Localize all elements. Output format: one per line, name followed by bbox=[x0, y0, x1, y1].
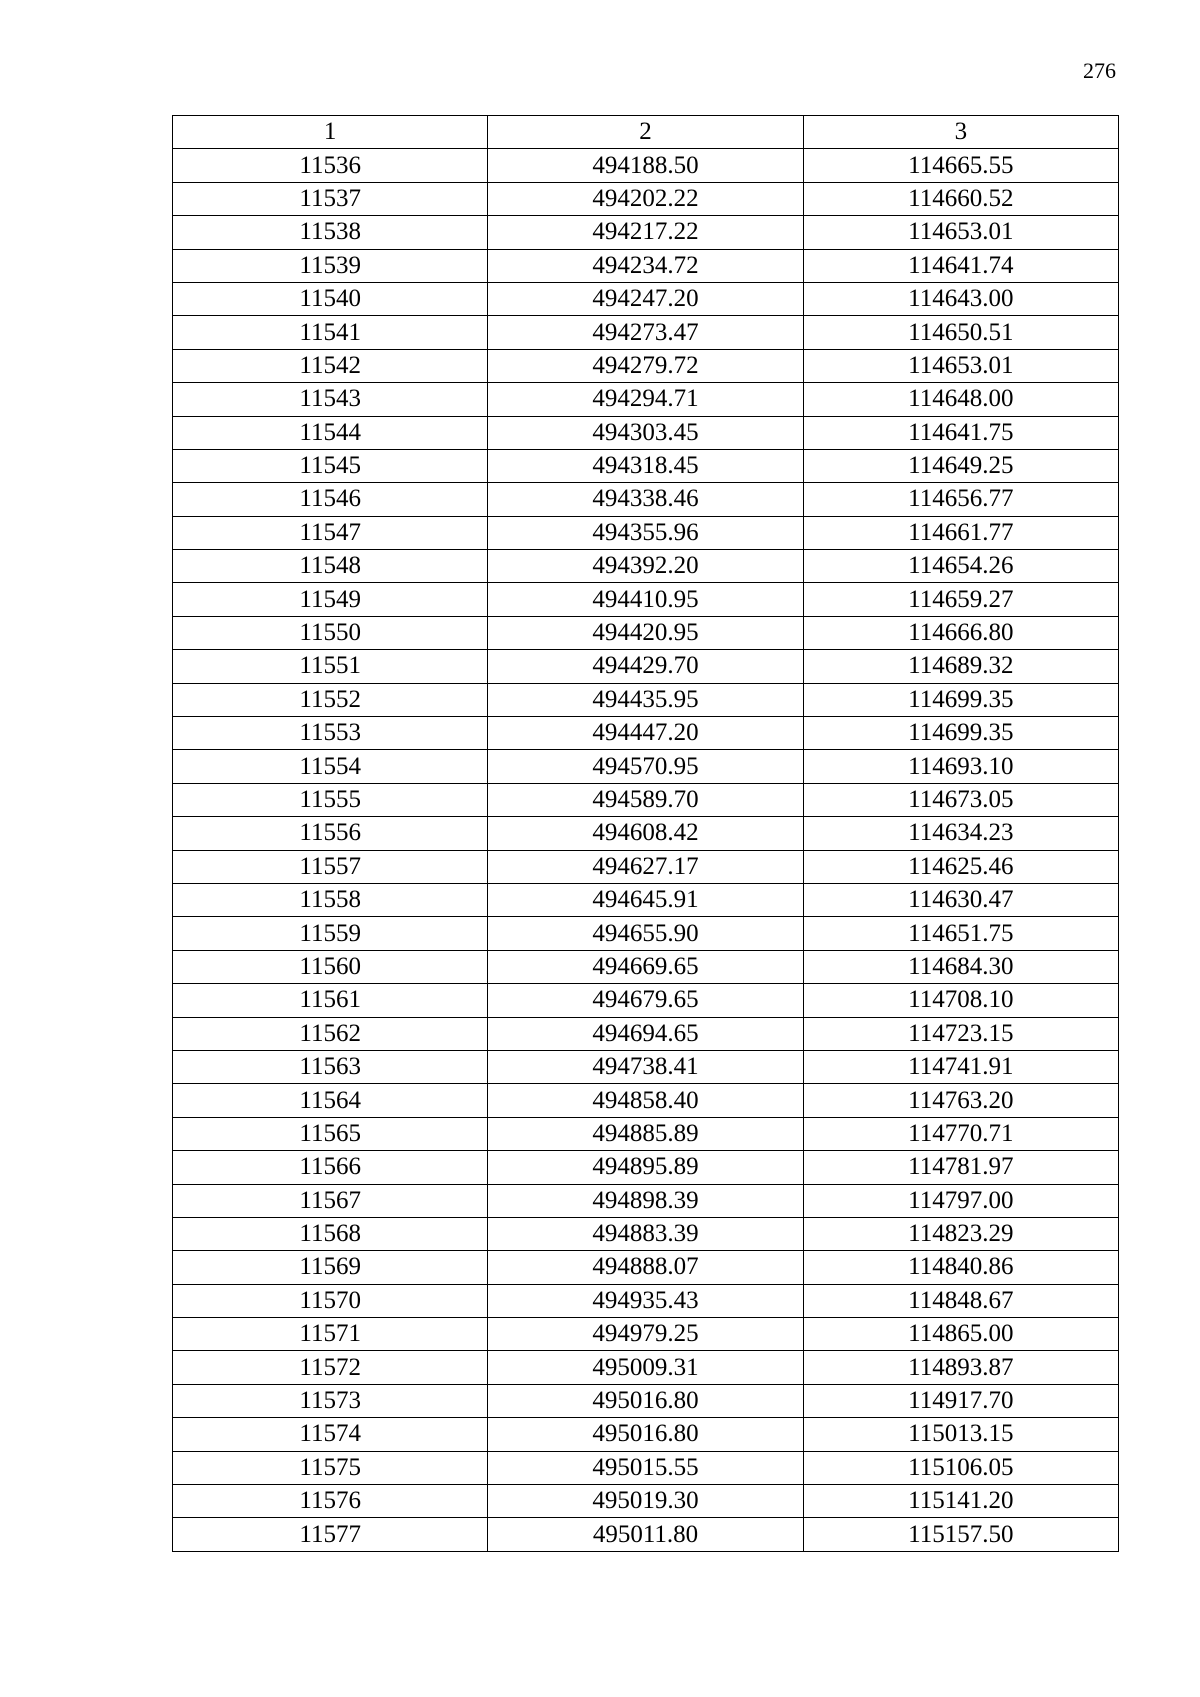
table-cell-col-3: 114653.01 bbox=[803, 349, 1118, 382]
table-cell-col-3: 114661.77 bbox=[803, 516, 1118, 549]
table-row bbox=[173, 1184, 1119, 1217]
table-cell-col-2: 494420.95 bbox=[488, 616, 803, 649]
table-row bbox=[173, 583, 1119, 616]
table-cell-col-3: 114917.70 bbox=[803, 1384, 1118, 1417]
table-row bbox=[173, 917, 1119, 950]
table-cell-col-3: 114649.25 bbox=[803, 449, 1118, 482]
table-cell-col-1: 11557 bbox=[173, 850, 488, 883]
table-cell-col-3: 114699.35 bbox=[803, 717, 1118, 750]
table-row bbox=[173, 416, 1119, 449]
table-cell-col-3: 114693.10 bbox=[803, 750, 1118, 783]
table-cell-col-1: 11542 bbox=[173, 349, 488, 382]
table-cell-col-3: 114673.05 bbox=[803, 783, 1118, 816]
table-cell-col-1: 11567 bbox=[173, 1184, 488, 1217]
table-cell-col-3: 114763.20 bbox=[803, 1084, 1118, 1117]
table-cell-col-3: 114865.00 bbox=[803, 1318, 1118, 1351]
table-row bbox=[173, 1351, 1119, 1384]
coordinates-table bbox=[172, 115, 1119, 1552]
table-cell-col-1: 11549 bbox=[173, 583, 488, 616]
table-cell-col-2: 494217.22 bbox=[488, 216, 803, 249]
table-row bbox=[173, 249, 1119, 282]
table-cell-col-3: 114641.74 bbox=[803, 249, 1118, 282]
table-cell-col-3: 114684.30 bbox=[803, 950, 1118, 983]
table-row bbox=[173, 850, 1119, 883]
table-cell-col-3: 114650.51 bbox=[803, 316, 1118, 349]
table-cell-col-2: 494355.96 bbox=[488, 516, 803, 549]
table-cell-col-3: 114840.86 bbox=[803, 1251, 1118, 1284]
table-cell-col-2: 494570.95 bbox=[488, 750, 803, 783]
table-row bbox=[173, 1318, 1119, 1351]
table-cell-col-3: 114641.75 bbox=[803, 416, 1118, 449]
table-row bbox=[173, 483, 1119, 516]
table-row bbox=[173, 717, 1119, 750]
table-cell-col-3: 114634.23 bbox=[803, 817, 1118, 850]
table-cell-col-3: 114648.00 bbox=[803, 383, 1118, 416]
table-cell-col-2: 495016.80 bbox=[488, 1418, 803, 1451]
table-cell-col-2: 494273.47 bbox=[488, 316, 803, 349]
table-cell-col-2: 494669.65 bbox=[488, 950, 803, 983]
table-cell-col-2: 494447.20 bbox=[488, 717, 803, 750]
page-number: 276 bbox=[1083, 58, 1116, 83]
table-cell-col-2: 494279.72 bbox=[488, 349, 803, 382]
table-cell-col-1: 11548 bbox=[173, 550, 488, 583]
table-cell-col-3: 114689.32 bbox=[803, 650, 1118, 683]
table-row bbox=[173, 650, 1119, 683]
table-cell-col-2: 494234.72 bbox=[488, 249, 803, 282]
table-cell-col-2: 495011.80 bbox=[488, 1518, 803, 1551]
table-row bbox=[173, 817, 1119, 850]
table-cell-col-1: 11536 bbox=[173, 149, 488, 182]
table-cell-col-3: 114643.00 bbox=[803, 282, 1118, 315]
table-row bbox=[173, 216, 1119, 249]
table-cell-col-1: 11570 bbox=[173, 1284, 488, 1317]
table-row bbox=[173, 950, 1119, 983]
table-cell-col-3: 114741.91 bbox=[803, 1050, 1118, 1083]
header-col-3: 3 bbox=[803, 116, 1118, 149]
table-cell-col-1: 11560 bbox=[173, 950, 488, 983]
table-cell-col-2: 494202.22 bbox=[488, 182, 803, 215]
table-cell-col-1: 11576 bbox=[173, 1485, 488, 1518]
table-cell-col-3: 114770.71 bbox=[803, 1117, 1118, 1150]
table-cell-col-2: 494888.07 bbox=[488, 1251, 803, 1284]
table-cell-col-2: 494188.50 bbox=[488, 149, 803, 182]
table-row bbox=[173, 349, 1119, 382]
table-cell-col-2: 494679.65 bbox=[488, 984, 803, 1017]
table-row bbox=[173, 449, 1119, 482]
table-cell-col-1: 11559 bbox=[173, 917, 488, 950]
table-cell-col-1: 11540 bbox=[173, 282, 488, 315]
table-cell-col-1: 11546 bbox=[173, 483, 488, 516]
table-cell-col-2: 495019.30 bbox=[488, 1485, 803, 1518]
table-cell-col-2: 494247.20 bbox=[488, 282, 803, 315]
table-row bbox=[173, 149, 1119, 182]
table-row bbox=[173, 383, 1119, 416]
table-row bbox=[173, 516, 1119, 549]
table-cell-col-3: 114781.97 bbox=[803, 1151, 1118, 1184]
table-row bbox=[173, 750, 1119, 783]
table-cell-col-1: 11550 bbox=[173, 616, 488, 649]
table-cell-col-1: 11571 bbox=[173, 1318, 488, 1351]
table-cell-col-1: 11537 bbox=[173, 182, 488, 215]
table-row bbox=[173, 783, 1119, 816]
table-cell-col-1: 11538 bbox=[173, 216, 488, 249]
table-row bbox=[173, 1284, 1119, 1317]
table-cell-col-3: 114708.10 bbox=[803, 984, 1118, 1017]
table-row bbox=[173, 1217, 1119, 1250]
table-cell-col-1: 11562 bbox=[173, 1017, 488, 1050]
table-cell-col-3: 114797.00 bbox=[803, 1184, 1118, 1217]
table-cell-col-2: 495015.55 bbox=[488, 1451, 803, 1484]
header-col-1: 1 bbox=[173, 116, 488, 149]
table-cell-col-2: 494883.39 bbox=[488, 1217, 803, 1250]
table-row bbox=[173, 616, 1119, 649]
table-row bbox=[173, 1485, 1119, 1518]
table-row bbox=[173, 1084, 1119, 1117]
table-cell-col-1: 11553 bbox=[173, 717, 488, 750]
table-cell-col-1: 11554 bbox=[173, 750, 488, 783]
table-row bbox=[173, 1384, 1119, 1417]
table-row bbox=[173, 182, 1119, 215]
table-cell-col-3: 114666.80 bbox=[803, 616, 1118, 649]
table-cell-col-1: 11564 bbox=[173, 1084, 488, 1117]
table-cell-col-2: 494392.20 bbox=[488, 550, 803, 583]
table-cell-col-1: 11569 bbox=[173, 1251, 488, 1284]
table-cell-col-3: 114893.87 bbox=[803, 1351, 1118, 1384]
table-row bbox=[173, 683, 1119, 716]
table-cell-col-1: 11572 bbox=[173, 1351, 488, 1384]
table-row bbox=[173, 1050, 1119, 1083]
table-cell-col-3: 114630.47 bbox=[803, 883, 1118, 916]
table-cell-col-1: 11573 bbox=[173, 1384, 488, 1417]
table-cell-col-3: 114723.15 bbox=[803, 1017, 1118, 1050]
table-cell-col-3: 114699.35 bbox=[803, 683, 1118, 716]
table-cell-col-1: 11565 bbox=[173, 1117, 488, 1150]
header-col-2: 2 bbox=[488, 116, 803, 149]
table-cell-col-2: 495009.31 bbox=[488, 1351, 803, 1384]
table-cell-col-3: 114823.29 bbox=[803, 1217, 1118, 1250]
table-row bbox=[173, 550, 1119, 583]
table-cell-col-1: 11552 bbox=[173, 683, 488, 716]
table-cell-col-1: 11539 bbox=[173, 249, 488, 282]
table-cell-col-3: 115141.20 bbox=[803, 1485, 1118, 1518]
table-cell-col-2: 494318.45 bbox=[488, 449, 803, 482]
table-cell-col-2: 494338.46 bbox=[488, 483, 803, 516]
table-row bbox=[173, 1451, 1119, 1484]
table-row bbox=[173, 1251, 1119, 1284]
table-cell-col-3: 115013.15 bbox=[803, 1418, 1118, 1451]
table-cell-col-2: 494895.89 bbox=[488, 1151, 803, 1184]
table-cell-col-1: 11543 bbox=[173, 383, 488, 416]
table-row bbox=[173, 1418, 1119, 1451]
table-cell-col-2: 494294.71 bbox=[488, 383, 803, 416]
table-cell-col-2: 494935.43 bbox=[488, 1284, 803, 1317]
table-cell-col-2: 494979.25 bbox=[488, 1318, 803, 1351]
table-cell-col-2: 494694.65 bbox=[488, 1017, 803, 1050]
table-cell-col-2: 494858.40 bbox=[488, 1084, 803, 1117]
table-cell-col-1: 11544 bbox=[173, 416, 488, 449]
table-cell-col-1: 11561 bbox=[173, 984, 488, 1017]
table-cell-col-3: 114659.27 bbox=[803, 583, 1118, 616]
table-cell-col-3: 114660.52 bbox=[803, 182, 1118, 215]
table-cell-col-3: 114625.46 bbox=[803, 850, 1118, 883]
table-cell-col-2: 494898.39 bbox=[488, 1184, 803, 1217]
table-cell-col-2: 494429.70 bbox=[488, 650, 803, 683]
table-body bbox=[173, 149, 1119, 1551]
table-cell-col-3: 114653.01 bbox=[803, 216, 1118, 249]
table-cell-col-1: 11555 bbox=[173, 783, 488, 816]
table-cell-col-1: 11541 bbox=[173, 316, 488, 349]
table-cell-col-3: 114665.55 bbox=[803, 149, 1118, 182]
table-cell-col-1: 11568 bbox=[173, 1217, 488, 1250]
table-cell-col-3: 114654.26 bbox=[803, 550, 1118, 583]
table-cell-col-2: 494645.91 bbox=[488, 883, 803, 916]
table-row bbox=[173, 1518, 1119, 1551]
table-cell-col-2: 494738.41 bbox=[488, 1050, 803, 1083]
header-row bbox=[173, 116, 1119, 149]
table-cell-col-3: 114656.77 bbox=[803, 483, 1118, 516]
table-cell-col-1: 11575 bbox=[173, 1451, 488, 1484]
table-cell-col-3: 115106.05 bbox=[803, 1451, 1118, 1484]
table-row bbox=[173, 984, 1119, 1017]
table-cell-col-1: 11577 bbox=[173, 1518, 488, 1551]
table-row bbox=[173, 1017, 1119, 1050]
table-cell-col-1: 11563 bbox=[173, 1050, 488, 1083]
table-cell-col-1: 11547 bbox=[173, 516, 488, 549]
table-row bbox=[173, 883, 1119, 916]
table-cell-col-2: 494589.70 bbox=[488, 783, 803, 816]
table-cell-col-2: 494608.42 bbox=[488, 817, 803, 850]
table-cell-col-2: 494655.90 bbox=[488, 917, 803, 950]
table-cell-col-3: 115157.50 bbox=[803, 1518, 1118, 1551]
table-cell-col-2: 494435.95 bbox=[488, 683, 803, 716]
table-cell-col-3: 114651.75 bbox=[803, 917, 1118, 950]
table-cell-col-2: 495016.80 bbox=[488, 1384, 803, 1417]
table-cell-col-1: 11574 bbox=[173, 1418, 488, 1451]
table-cell-col-1: 11556 bbox=[173, 817, 488, 850]
table-row bbox=[173, 1151, 1119, 1184]
table-cell-col-1: 11545 bbox=[173, 449, 488, 482]
table-cell-col-2: 494410.95 bbox=[488, 583, 803, 616]
table-cell-col-1: 11551 bbox=[173, 650, 488, 683]
table-row bbox=[173, 1117, 1119, 1150]
table-cell-col-2: 494627.17 bbox=[488, 850, 803, 883]
table-cell-col-1: 11566 bbox=[173, 1151, 488, 1184]
table-row bbox=[173, 316, 1119, 349]
table-header bbox=[173, 116, 1119, 149]
table-cell-col-1: 11558 bbox=[173, 883, 488, 916]
table-cell-col-2: 494885.89 bbox=[488, 1117, 803, 1150]
table-row bbox=[173, 282, 1119, 315]
table-cell-col-2: 494303.45 bbox=[488, 416, 803, 449]
table-cell-col-3: 114848.67 bbox=[803, 1284, 1118, 1317]
